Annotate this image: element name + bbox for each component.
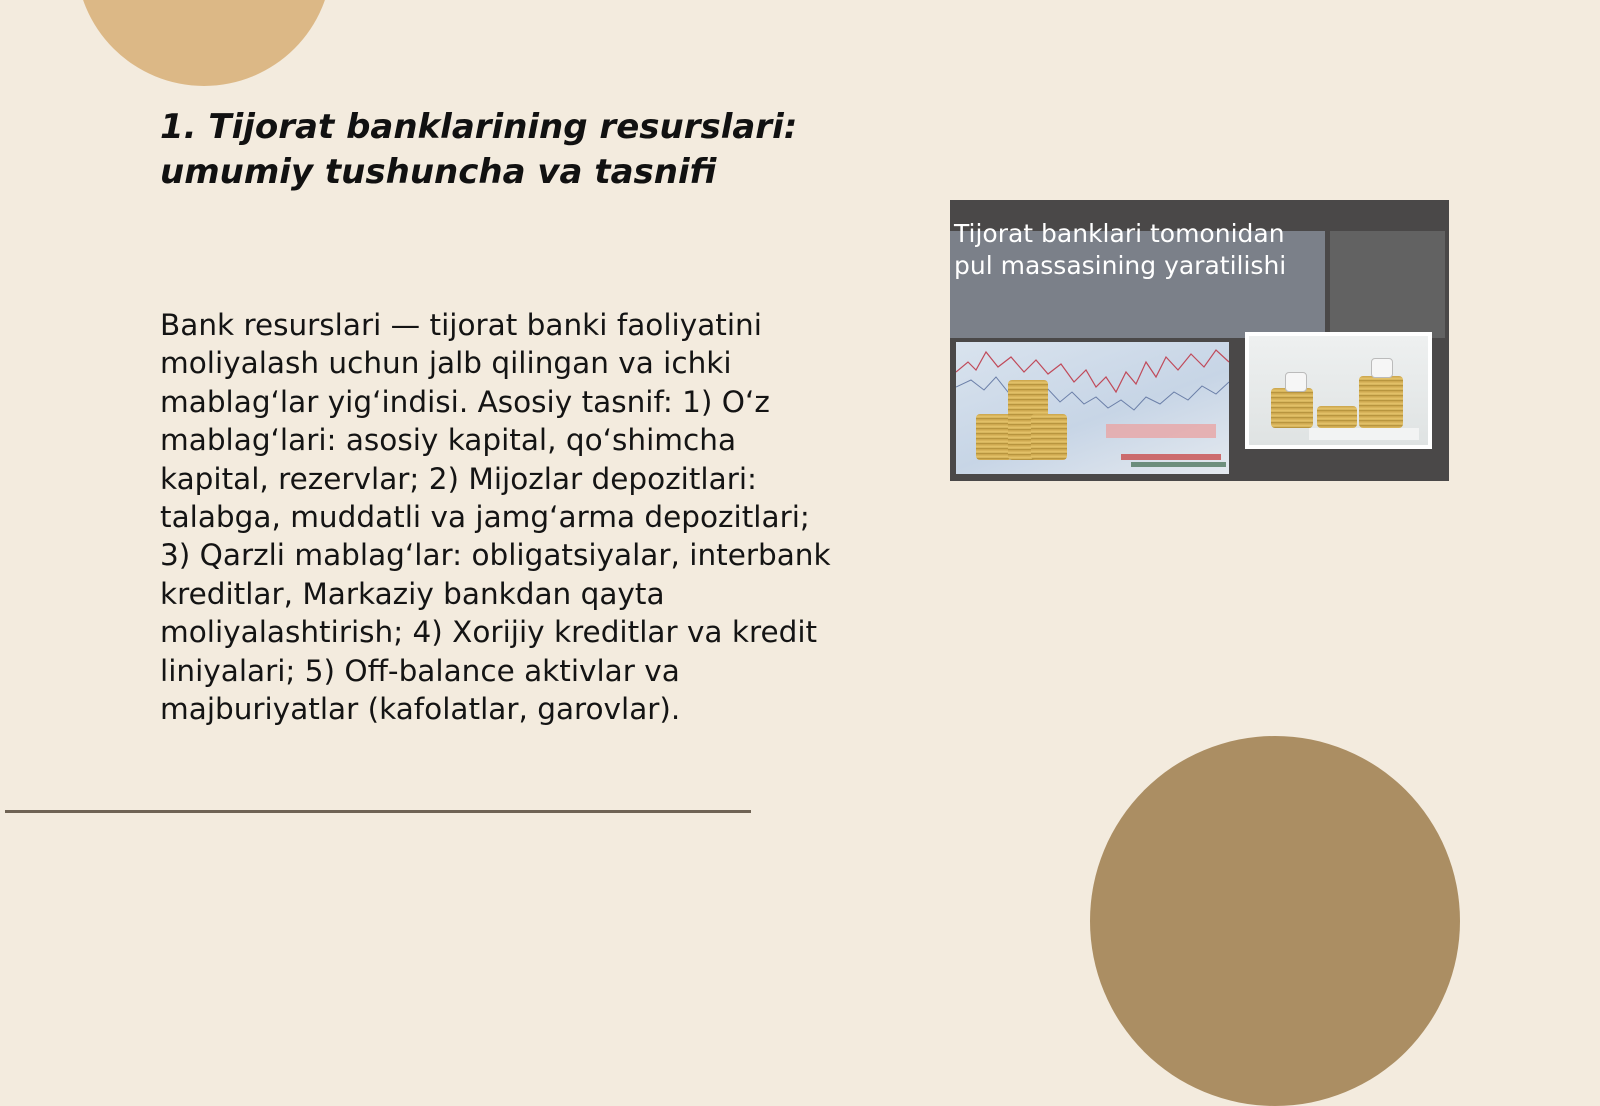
slide-body-text: Bank resurslari — tijorat banki faoliyatini moliyalash uchun jalb qilingan va ichki mablag‘lar yig‘indisi. Asosiy tasnif: 1) O‘z mablag‘lari: asosiy kapital, qo‘shimcha kapital, rezervlar; 2) Mijozlar depozitlari: talabga, muddatli va jamg‘arma depozitlari; 3) Qarzli mablag‘lar: obligatsiyalar, interbank kreditlar, Markaziy bankdan qayta moliyalashtirish; 4) Xorijiy kreditlar va kredit liniyalari; 5) Off-balance aktivlar va majburiyatlar (kafolatlar, garovlar). [160, 308, 831, 727]
paper-sheet [1309, 428, 1419, 440]
coin-stack [1271, 388, 1313, 428]
dice-buy-icon [1285, 372, 1307, 392]
slide-picture [950, 200, 1449, 481]
decorative-circle-top [76, 0, 332, 86]
dice-sell-icon [1371, 358, 1393, 378]
coins-buy-sell-photo [1245, 332, 1432, 449]
slide-title: 1. Tijorat banklarining resurslari: umumiy tushuncha va tasnifi [160, 107, 798, 192]
coin-stack [1031, 414, 1067, 460]
coin-stack [1317, 406, 1357, 428]
coin-stack [976, 414, 1012, 460]
decorative-circle-bottom [1090, 736, 1460, 1106]
coins-chart-photo [956, 342, 1229, 474]
divider-line [5, 810, 751, 813]
picture-side-panel [1330, 231, 1445, 338]
coin-stack [1359, 376, 1403, 428]
picture-caption: Tijorat banklari tomonidan pul massasining yaratilishi [954, 219, 1287, 280]
